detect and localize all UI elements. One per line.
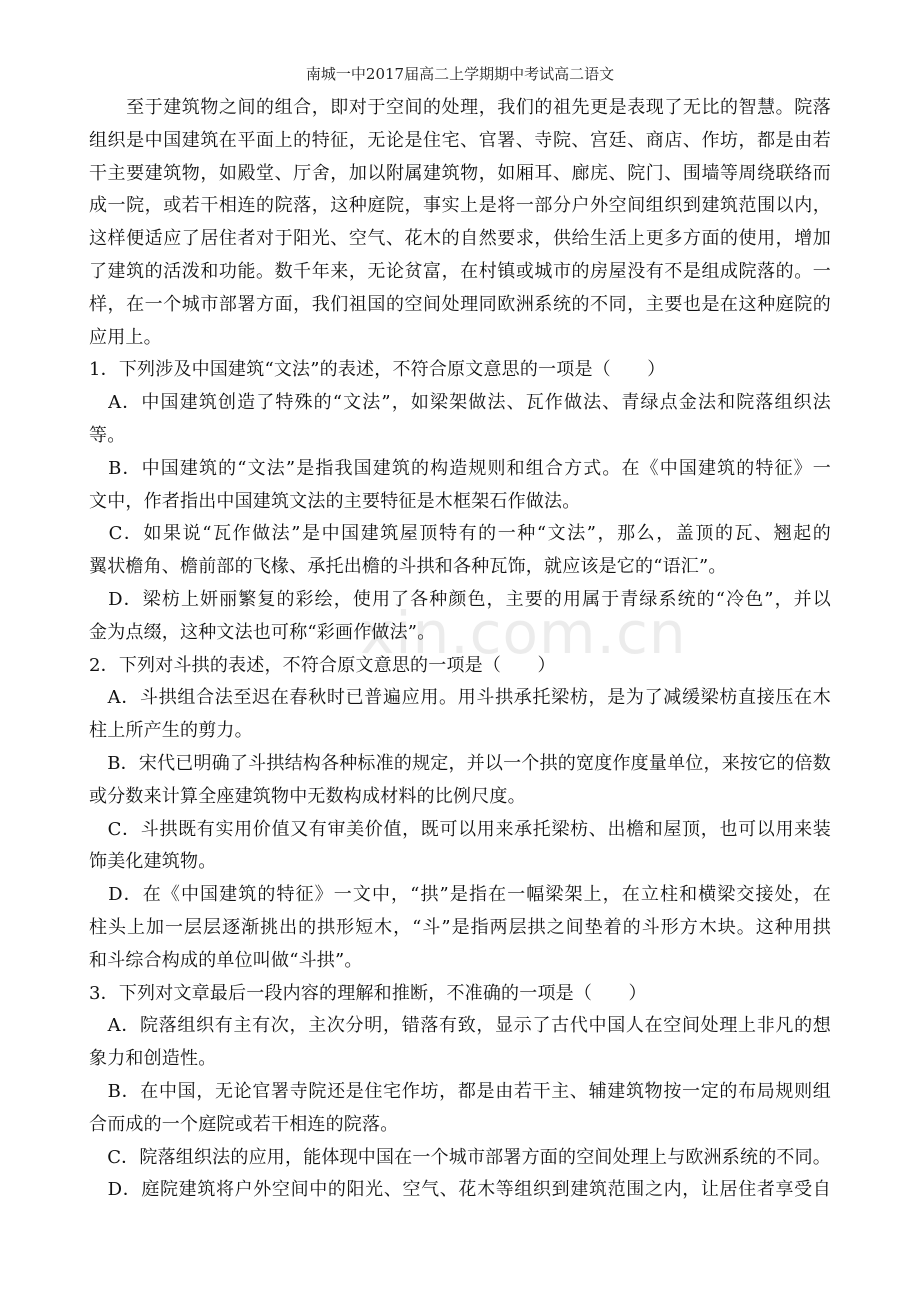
option-line: B．宋代已明确了斗拱结构各种标准的规定，并以一个拱的宽度作度量单位，来按它的倍数 xyxy=(89,752,831,774)
option-line: C．斗拱既有实用价值又有审美价值，既可以用来承托梁枋、出檐和屋顶，也可以用来装 xyxy=(89,818,831,840)
option-line: 文中，作者指出中国建筑文法的主要特征是木框架石作做法。 xyxy=(89,490,581,512)
option-line: B．中国建筑的“文法”是指我国建筑的构造规则和组合方式。在《中国建筑的特征》一 xyxy=(89,457,831,479)
option-line: 柱头上加一层层逐渐挑出的拱形短木，“斗”是指两层拱之间垫着的斗形方木块。这种用拱 xyxy=(89,916,831,938)
body-line: 这样便适应了居住者对于阳光、空气、花木的自然要求，供给生活上更多方面的使用，增加 xyxy=(89,228,831,250)
option-line: A．中国建筑创造了特殊的“文法”，如梁架做法、瓦作做法、青绿点金法和院落组织法 xyxy=(89,392,831,414)
option-line: C．院落组织法的应用，能体现中国在一个城市部署方面的空间处理上与欧洲系统的不同。 xyxy=(89,1146,831,1168)
option-line: D．庭院建筑将户外空间中的阳光、空气、花木等组织到建筑范围之内，让居住者享受自 xyxy=(89,1179,831,1201)
body-line: 样，在一个城市部署方面，我们祖国的空间处理同欧洲系统的不同，主要也是在这种庭院的 xyxy=(89,293,831,315)
body-line: 了建筑的活泼和功能。数千年来，无论贫富，在村镇或城市的房屋没有不是组成院落的。一 xyxy=(89,260,831,282)
body-line: 应用上。 xyxy=(89,326,162,348)
option-line: A．斗拱组合法至迟在春秋时已普遍应用。用斗拱承托梁枋，是为了减缓梁枋直接压在木 xyxy=(89,687,831,709)
body-line: 成一院，或若干相连的院落，这种庭院，事实上是将一部分户外空间组织到建筑范围以内， xyxy=(89,195,831,217)
option-line: 合而成的一个庭院或若干相连的院落。 xyxy=(89,1113,399,1135)
option-line: A．院落组织有主有次，主次分明，错落有致，显示了古代中国人在空间处理上非凡的想 xyxy=(89,1015,831,1037)
body-line: 至于建筑物之间的组合，即对于空间的处理，我们的祖先更是表现了无比的智慧。院落 xyxy=(89,97,831,118)
option-line: 象力和创造性。 xyxy=(89,1048,217,1070)
document-body xyxy=(89,92,831,1207)
option-line: 或分数来计算全座建筑物中无数构成材料的比例尺度。 xyxy=(89,785,526,807)
option-line: D．在《中国建筑的特征》一文中，“拱”是指在一幅梁架上，在立柱和横梁交接处，在 xyxy=(89,884,831,906)
watermark: xin.com.cn xyxy=(360,599,687,667)
option-line: 和斗综合构成的单位叫做“斗拱”。 xyxy=(89,949,363,971)
body-line: 干主要建筑物，如殿堂、厅舍，加以附属建筑物，如厢耳、廊庑、院门、围墙等周绕联络而 xyxy=(89,162,831,184)
question-3-stem: 3．下列对文章最后一段内容的理解和推断，不准确的一项是（ ） xyxy=(89,982,647,1004)
option-line: 饰美化建筑物。 xyxy=(89,851,217,873)
option-line: D．梁枋上妍丽繁复的彩绘，使用了各种颜色，主要的用属于青绿系统的“冷色”，并以 xyxy=(89,588,831,610)
question-2-stem: 2．下列对斗拱的表述，不符合原文意思的一项是（ ） xyxy=(89,654,556,676)
option-line: 柱上所产生的剪力。 xyxy=(89,720,253,742)
option-line: 翼状檐角、檐前部的飞椽、承托出檐的斗拱和各种瓦饰，就应该是它的“语汇”。 xyxy=(89,556,727,578)
option-line: 等。 xyxy=(89,424,126,446)
option-line: C．如果说“瓦作做法”是中国建筑屋顶特有的一种“文法”，那么，盖顶的瓦、翘起的 xyxy=(89,523,831,545)
question-1-stem: 1．下列涉及中国建筑“文法”的表述，不符合原文意思的一项是（ ） xyxy=(89,359,666,381)
body-line: 组织是中国建筑在平面上的特征，无论是住宅、官署、寺院、宫廷、商店、作坊，都是由若 xyxy=(89,129,831,151)
option-line: 金为点缀，这种文法也可称“彩画作做法”。 xyxy=(89,621,436,643)
option-line: B．在中国，无论官署寺院还是住宅作坊，都是由若干主、辅建筑物按一定的布局规则组 xyxy=(89,1080,831,1102)
page-header: 南城一中2017届高二上学期期中考试高二语文 xyxy=(305,65,615,83)
